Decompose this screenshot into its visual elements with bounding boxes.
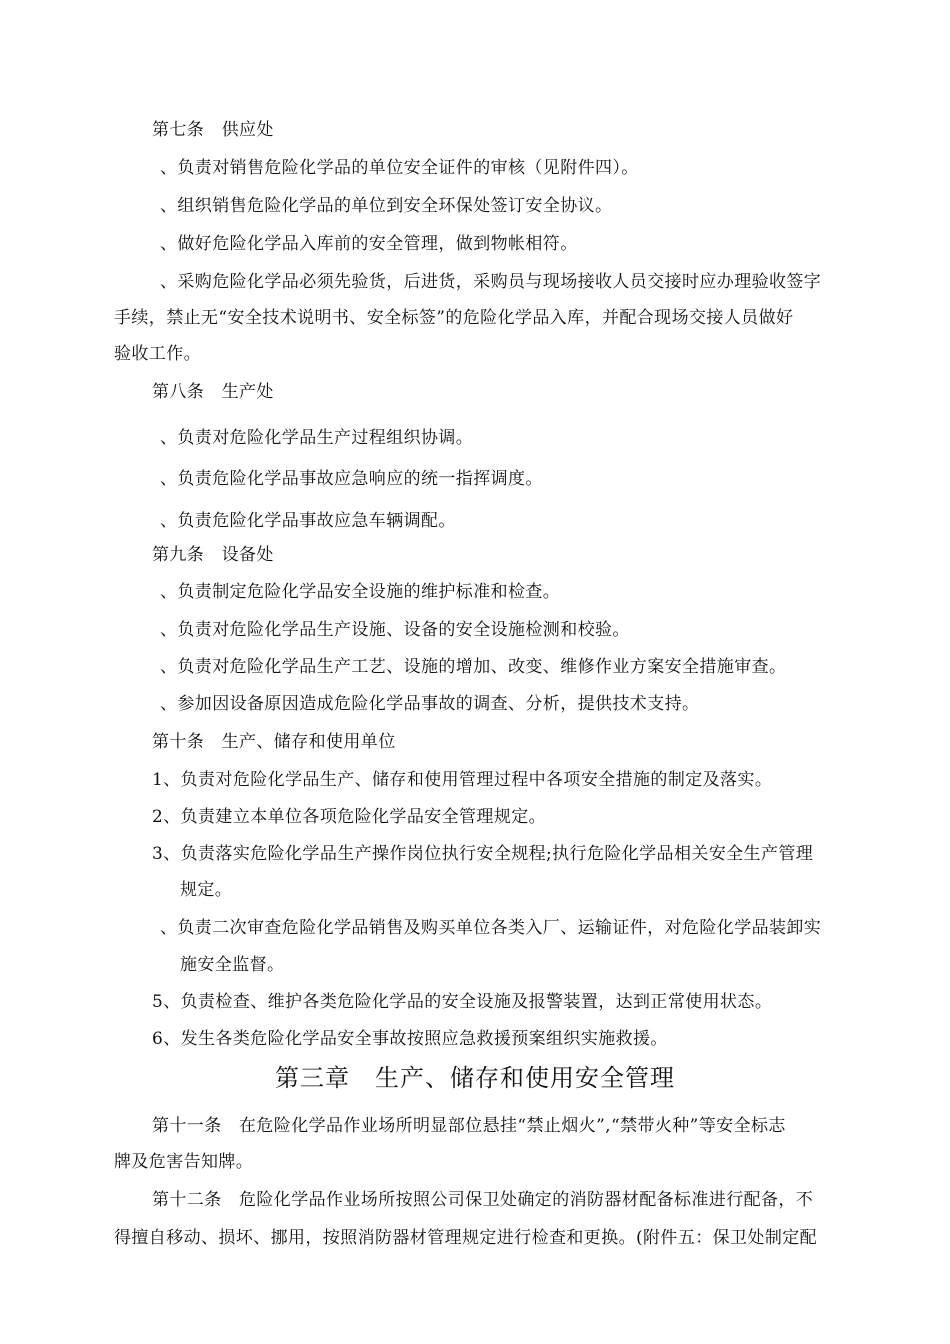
- list-item: 、做好危险化学品入库前的安全管理，做到物帐相符。: [160, 234, 578, 254]
- list-item: 5、负责检查、维护各类危险化学品的安全设施及报警装置，达到正常使用状态。: [152, 992, 773, 1012]
- list-item: 、负责制定危险化学品安全设施的维护标准和检查。: [160, 582, 561, 602]
- paragraph-line: 手续，禁止无“安全技术说明书、安全标签”的危险化学品入库，并配合现场交接人员做好: [114, 308, 794, 328]
- article-9-heading: 第九条 设备处: [152, 545, 274, 565]
- article-8-heading: 第八条 生产处: [152, 382, 274, 402]
- paragraph-line: 牌及危害告知牌。: [114, 1152, 254, 1172]
- list-item: 、负责二次审查危险化学品销售及购买单位各类入厂、运输证件，对危险化学品装卸实: [160, 918, 822, 938]
- list-item: 、负责对销售危险化学品的单位安全证件的审核（见附件四）。: [160, 158, 639, 178]
- list-item: 、负责危险化学品事故应急响应的统一指挥调度。: [160, 469, 543, 489]
- list-item: 、负责危险化学品事故应急车辆调配。: [160, 511, 456, 531]
- list-item: 、负责对危险化学品生产设施、设备的安全设施检测和校验。: [160, 620, 630, 640]
- article-10-heading: 第十条 生产、储存和使用单位: [152, 732, 396, 752]
- list-item: 、负责对危险化学品生产工艺、设施的增加、改变、维修作业方案安全措施审查。: [160, 657, 787, 677]
- list-item-continuation: 规定。: [180, 880, 233, 900]
- list-item-continuation: 施安全监督。: [180, 955, 285, 975]
- paragraph-line: 得擅自移动、损坏、挪用，按照消防器材管理规定进行检查和更换。(附件五：保卫处制定配: [114, 1228, 818, 1248]
- article-7-heading: 第七条 供应处: [152, 120, 274, 140]
- article-12-paragraph: 第十二条 危险化学品作业场所按照公司保卫处确定的消防器材配备标准进行配备，不: [152, 1190, 814, 1210]
- article-11-paragraph: 第十一条 在危险化学品作业场所明显部位悬挂“禁止烟火”,“禁带火种”等安全标志: [152, 1116, 786, 1136]
- list-item: 6、发生各类危险化学品安全事故按照应急救援预案组织实施救援。: [152, 1029, 668, 1049]
- list-item: 3、负责落实危险化学品生产操作岗位执行安全规程;执行危险化学品相关安全生产管理: [152, 844, 814, 864]
- list-item: 1、负责对危险化学品生产、储存和使用管理过程中各项安全措施的制定及落实。: [152, 770, 773, 790]
- list-item: 、组织销售危险化学品的单位到安全环保处签订安全协议。: [160, 196, 613, 216]
- chapter-3-title: 第三章 生产、储存和使用安全管理: [275, 1064, 675, 1092]
- paragraph-line: 验收工作。: [114, 344, 201, 364]
- list-item: 、负责对危险化学品生产过程组织协调。: [160, 428, 474, 448]
- list-item: 、采购危险化学品必须先验货，后进货，采购员与现场接收人员交接时应办理验收签字: [160, 272, 822, 292]
- list-item: 、参加因设备原因造成危险化学品事故的调查、分析，提供技术支持。: [160, 694, 700, 714]
- list-item: 2、负责建立本单位各项危险化学品安全管理规定。: [152, 807, 547, 827]
